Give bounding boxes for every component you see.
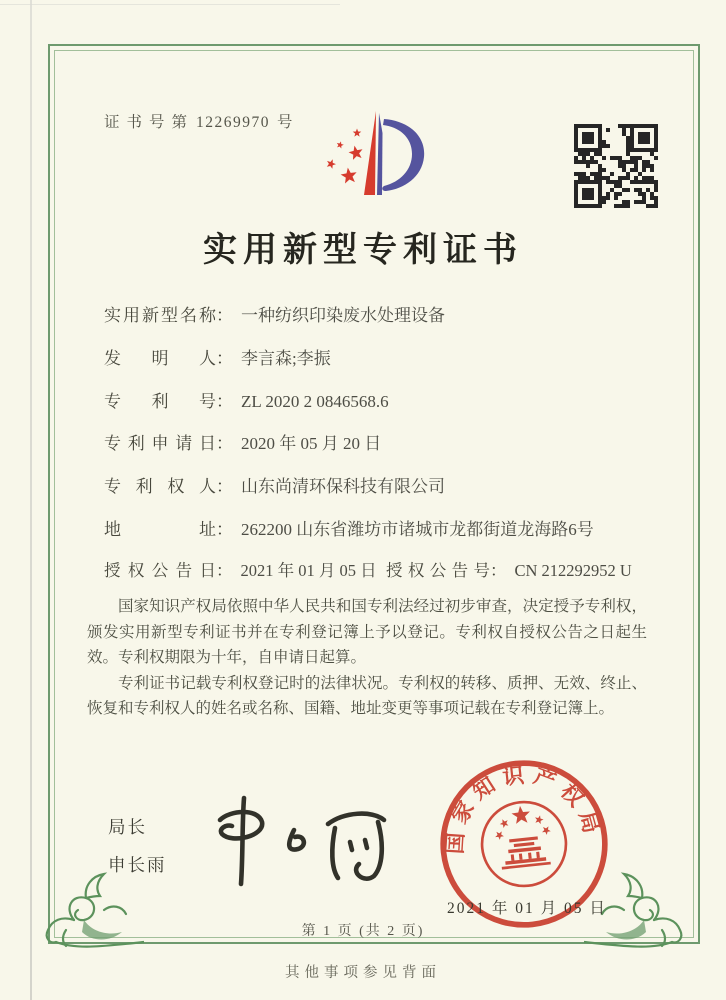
field-row-address — [104, 515, 644, 558]
scan-page-edge-top — [0, 4, 340, 5]
field-colon: ： — [216, 477, 233, 497]
field-value-patentee: 山东尚清环保科技有限公司 — [241, 477, 445, 497]
seal-date: 2021 年 01 月 05 日 — [447, 900, 607, 917]
field-colon: ： — [216, 561, 233, 580]
field-label: 专利权人 — [104, 477, 216, 497]
field-value-inventors: 李言森;李振 — [241, 348, 331, 368]
field-colon: ： — [216, 519, 233, 539]
field-row-inventor — [104, 344, 644, 387]
scan-page-edge — [30, 0, 32, 1000]
legal-paragraph-1: 国家知识产权局依照中华人民共和国专利法经过初步审查，决定授予专利权，颁发实用新型专利证书并在专利登记簿上予以登记。专利权自授权公告之日起生效。专利权期限为十年，自申请日起算。 — [87, 598, 647, 666]
grant-date-label: 授权公告日 — [104, 561, 216, 580]
field-colon: ： — [216, 434, 233, 454]
legal-paragraph-2: 专利证书记载专利权登记时的法律状况。专利权的转移、质押、无效、终止、恢复和专利权人的姓名或名称、国籍、地址变更等事项记载在专利登记簿上。 — [87, 674, 647, 717]
field-label: 专利号 — [104, 391, 216, 411]
field-value-patent-no: ZL 2020 2 0846568.6 — [241, 391, 389, 411]
field-row-filing-date — [104, 429, 644, 472]
field-row-patent-no — [104, 387, 644, 430]
corner-flourish-left-icon — [32, 868, 144, 966]
field-row-patentee — [104, 472, 644, 515]
page-number: 第 1 页 (共 2 页) — [301, 924, 425, 939]
field-label: 实用新型名称 — [104, 306, 216, 325]
field-value-filing-date: 2020 年 05 月 20 日 — [241, 434, 382, 454]
field-label: 专利申请日 — [104, 434, 216, 454]
field-row-name — [104, 301, 644, 344]
field-list — [104, 301, 644, 558]
cnipa-patent-logo-icon — [306, 103, 438, 211]
flourish-leaf — [82, 920, 122, 940]
grant-date-value: 2021 年 01 月 05 日 — [240, 561, 377, 580]
field-value-address: 262200 山东省潍坊市诸城市龙都街道龙海路6号 — [241, 519, 594, 539]
qr-code — [574, 124, 658, 208]
certificate-number-prefix: 证书号第 — [104, 114, 195, 131]
field-value-patent-name: 一种纺织印染废水处理设备 — [241, 306, 445, 325]
commissioner-title: 局长 — [108, 817, 147, 837]
commissioner-name: 申长雨 — [108, 855, 167, 875]
flourish-leaf — [606, 920, 646, 940]
field-colon: ： — [490, 561, 507, 580]
certificate-number-suffix: 号 — [277, 114, 293, 131]
legal-text — [87, 594, 647, 722]
field-label: 地址 — [104, 519, 216, 539]
certificate-number-value: 12269970 — [196, 114, 271, 131]
certificate-number — [104, 110, 293, 132]
certificate-title: 实用新型专利证书 — [203, 232, 523, 269]
grant-number-label: 授权公告号 — [386, 561, 490, 580]
field-colon: ： — [216, 348, 233, 368]
field-colon: ： — [216, 391, 233, 411]
grant-number-group — [386, 557, 632, 581]
field-colon: ： — [216, 306, 233, 325]
grant-number-value: CN 212292952 U — [514, 561, 632, 580]
handwritten-signature-icon — [202, 786, 412, 890]
back-note: 其他事项参见背面 — [285, 965, 441, 981]
field-label: 发明人 — [104, 348, 216, 368]
grant-row — [104, 557, 664, 581]
seal-text: 国家知识产权局 — [442, 762, 606, 855]
